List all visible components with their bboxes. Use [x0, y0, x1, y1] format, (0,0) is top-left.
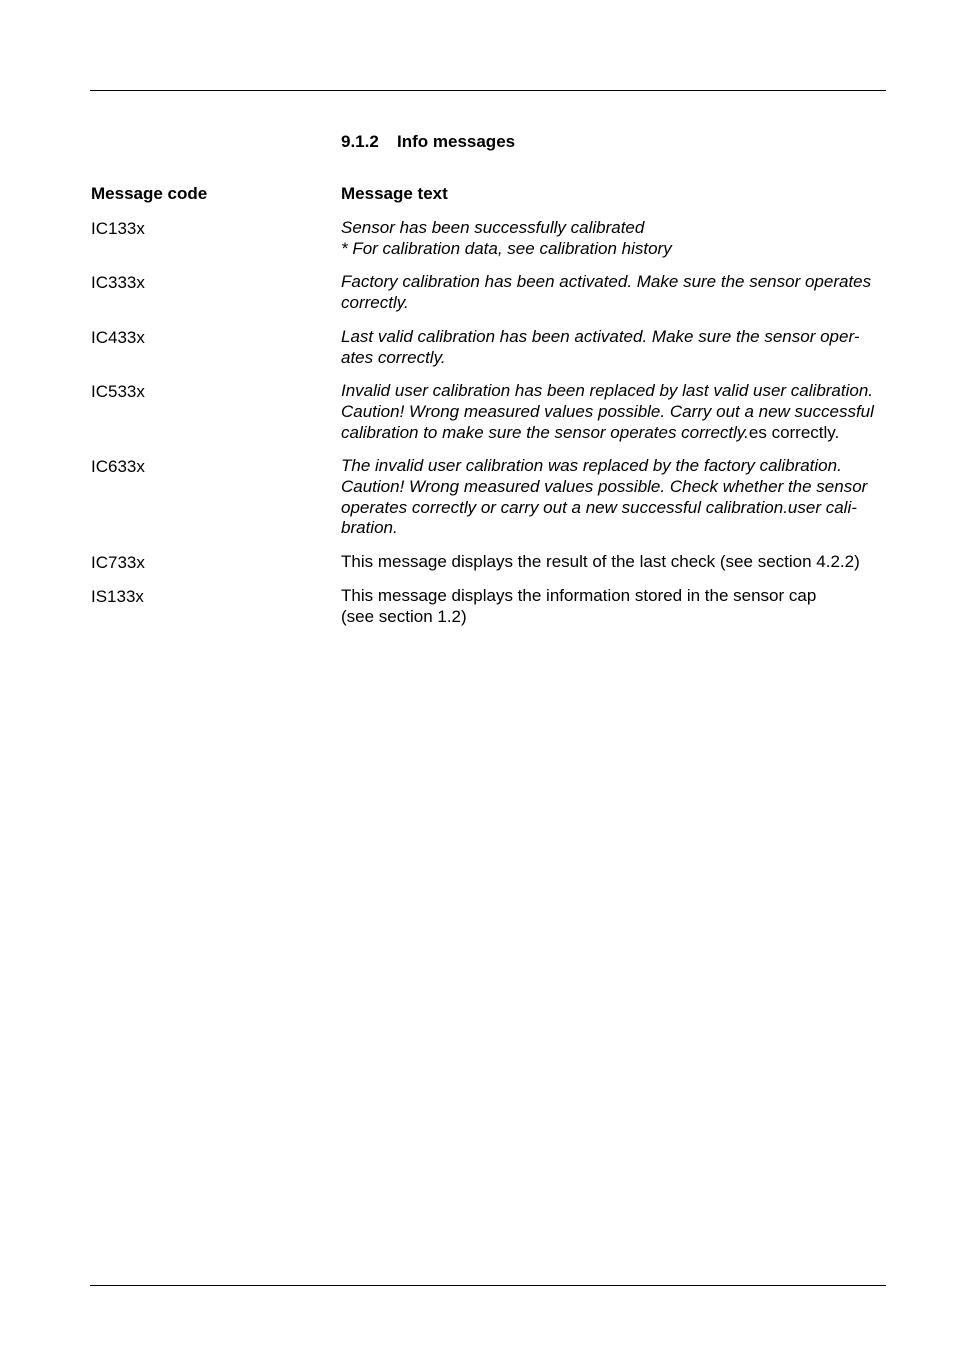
column-header-code: Message code [91, 184, 208, 203]
message-text-normal: es correctly. [748, 422, 840, 442]
message-text-normal: (see section 1.2) [341, 606, 467, 626]
message-text [341, 327, 887, 368]
message-text-italic: ates correctly. [341, 347, 446, 367]
message-text-italic: The invalid user calibration was replaced by the factory calibration. [341, 456, 842, 476]
table-row [91, 272, 887, 313]
message-text-line [341, 381, 887, 402]
message-text-line [341, 327, 887, 348]
message-text [341, 456, 887, 539]
section-title: Info messages [397, 132, 516, 151]
message-text-line [341, 456, 887, 477]
message-text-line [341, 402, 887, 423]
message-code: IC433x [91, 327, 145, 347]
message-text-normal: This message displays the result of the last check (see section 4.2.2) [341, 552, 860, 572]
message-text-line [341, 348, 887, 369]
footer-rule [90, 1285, 886, 1286]
message-code: IC633x [91, 457, 145, 477]
message-text-line [341, 477, 887, 498]
message-code: IS133x [91, 586, 144, 606]
message-text-italic: Last valid calibration has been activated. Make sure the sensor oper- [341, 326, 860, 346]
message-text-italic: Factory calibration has been activated. Make sure the sensor operates [341, 272, 872, 292]
table-row [91, 586, 887, 627]
message-text-line [341, 293, 887, 314]
message-text-italic: operates correctly or carry out a new successful calibration.user cali- [341, 497, 857, 517]
info-messages-table [91, 184, 887, 640]
message-text [341, 552, 887, 573]
message-text-italic: Sensor has been successfully calibrated [341, 218, 645, 237]
message-text-italic: * For calibration data, see calibration history [341, 238, 672, 258]
message-text-line [341, 498, 887, 519]
message-code: IC533x [91, 382, 145, 402]
column-header-text: Message text [341, 184, 448, 203]
message-text [341, 272, 887, 313]
table-header [91, 184, 887, 218]
message-text [341, 586, 887, 627]
message-text-line [341, 239, 887, 260]
message-text [341, 218, 887, 259]
message-text-line [341, 552, 887, 573]
message-text-line [341, 423, 887, 444]
message-text-normal: This message displays the information stored in the sensor cap [341, 585, 817, 605]
table-row [91, 327, 887, 368]
message-text [341, 381, 887, 443]
message-text-italic: correctly. [341, 293, 409, 313]
message-text-italic: calibration to make sure the sensor operates correctly. [341, 422, 749, 442]
table-body [91, 218, 887, 627]
message-code: IC133x [91, 219, 145, 238]
message-text-line [341, 272, 887, 293]
message-text-line [341, 218, 887, 239]
section-number: 9.1.2 [341, 132, 379, 151]
message-text-line [341, 518, 887, 539]
message-code: IC333x [91, 273, 145, 293]
message-text-line [341, 586, 887, 607]
message-text-italic: Invalid user calibration has been replaced by last valid user calibration. [341, 381, 874, 401]
message-code: IC733x [91, 553, 145, 573]
message-text-italic: Caution! Wrong measured values possible. Carry out a new successful [341, 401, 874, 421]
section-heading [341, 132, 515, 152]
table-row [91, 218, 887, 259]
table-row [91, 456, 887, 539]
message-text-line [341, 607, 887, 628]
message-text-italic: Caution! Wrong measured values possible. Check whether the sensor [341, 477, 868, 497]
header-rule [90, 90, 886, 91]
message-text-italic: bration. [341, 518, 398, 538]
table-row [91, 381, 887, 443]
table-row [91, 552, 887, 573]
